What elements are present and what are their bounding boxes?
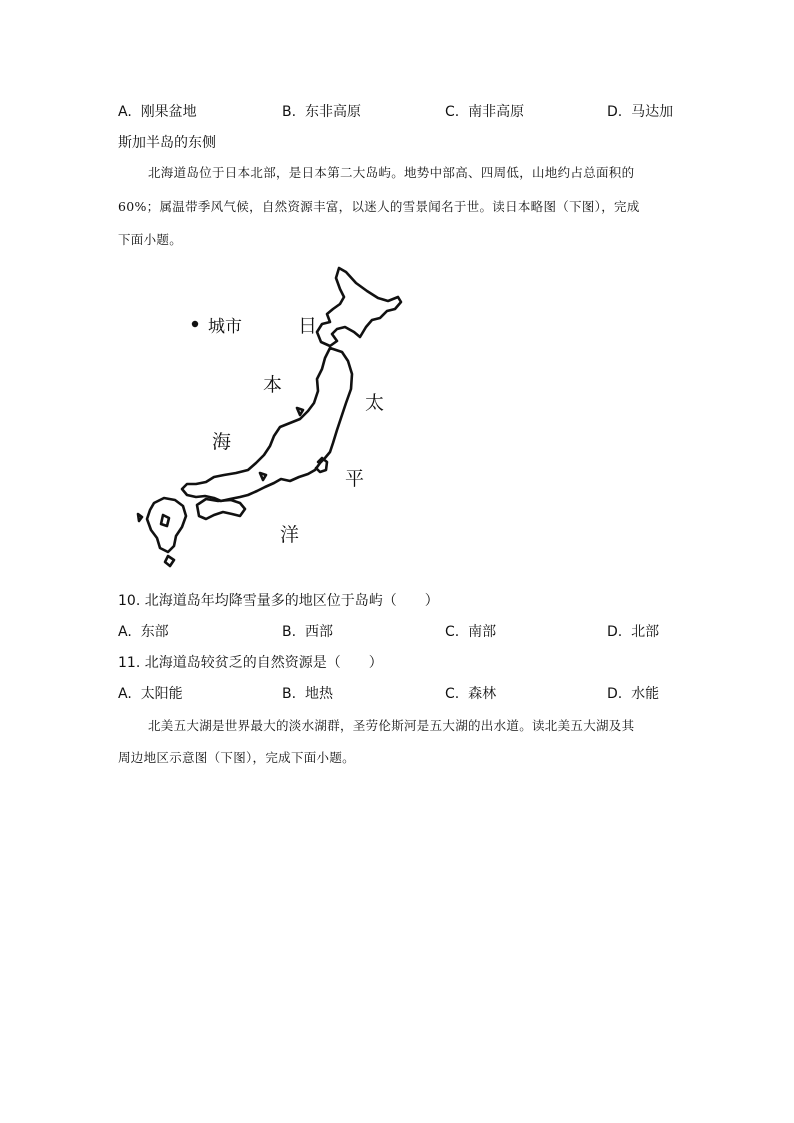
intro-lakes-line1: 北美五大湖是世界最大的淡水湖群，圣劳伦斯河是五大湖的出水道。读北美五大湖及其	[148, 718, 635, 733]
q11-option-d: D. 水能	[607, 686, 660, 702]
island	[138, 514, 142, 521]
q10-option-b: B. 西部	[282, 624, 333, 640]
q10-option-d: D. 北部	[607, 624, 660, 640]
island	[161, 515, 169, 526]
q11-stem: 11. 北海道岛较贫乏的自然资源是（ ）	[118, 655, 383, 671]
city-legend-label: 城市	[208, 317, 242, 337]
hokkaido-outline	[317, 268, 401, 346]
sea-label-hai: 海	[212, 431, 232, 453]
option-d-continued: 斯加半岛的东侧	[118, 135, 216, 151]
city-legend-dot	[192, 321, 198, 327]
option-b: B. 东非高原	[282, 104, 361, 120]
ocean-label-yang: 洋	[280, 524, 300, 546]
island	[165, 556, 174, 566]
q10-option-c: C. 南部	[445, 624, 497, 640]
shikoku-outline	[197, 499, 245, 519]
q11-option-c: C. 森林	[445, 686, 497, 702]
japan-map	[125, 258, 415, 578]
q11-option-b: B. 地热	[282, 686, 333, 702]
option-d: D. 马达加	[607, 104, 674, 120]
island	[260, 473, 266, 480]
island	[297, 408, 303, 415]
intro-lakes-line2: 周边地区示意图（下图），完成下面小题。	[118, 750, 355, 765]
ocean-label-ping: 平	[345, 468, 365, 490]
sea-label-ben: 本	[263, 374, 283, 396]
option-c: C. 南非高原	[445, 104, 525, 120]
intro-hokkaido-line3: 下面小题。	[118, 232, 183, 247]
ocean-label-tai: 太	[365, 392, 385, 414]
intro-hokkaido-line1: 北海道岛位于日本北部，是日本第二大岛屿。地势中部高、四周低，山地约占总面积的	[148, 165, 635, 180]
q10-option-a: A. 东部	[118, 624, 169, 640]
q11-option-a: A. 太阳能	[118, 686, 183, 702]
sea-label-ri: 日	[298, 315, 318, 337]
option-a: A. 刚果盆地	[118, 104, 197, 120]
q10-stem: 10. 北海道岛年均降雪量多的地区位于岛屿（ ）	[118, 593, 439, 609]
intro-hokkaido-line2: 60%；属温带季风气候，自然资源丰富，以迷人的雪景闻名于世。读日本略图（下图），完成	[118, 199, 640, 214]
